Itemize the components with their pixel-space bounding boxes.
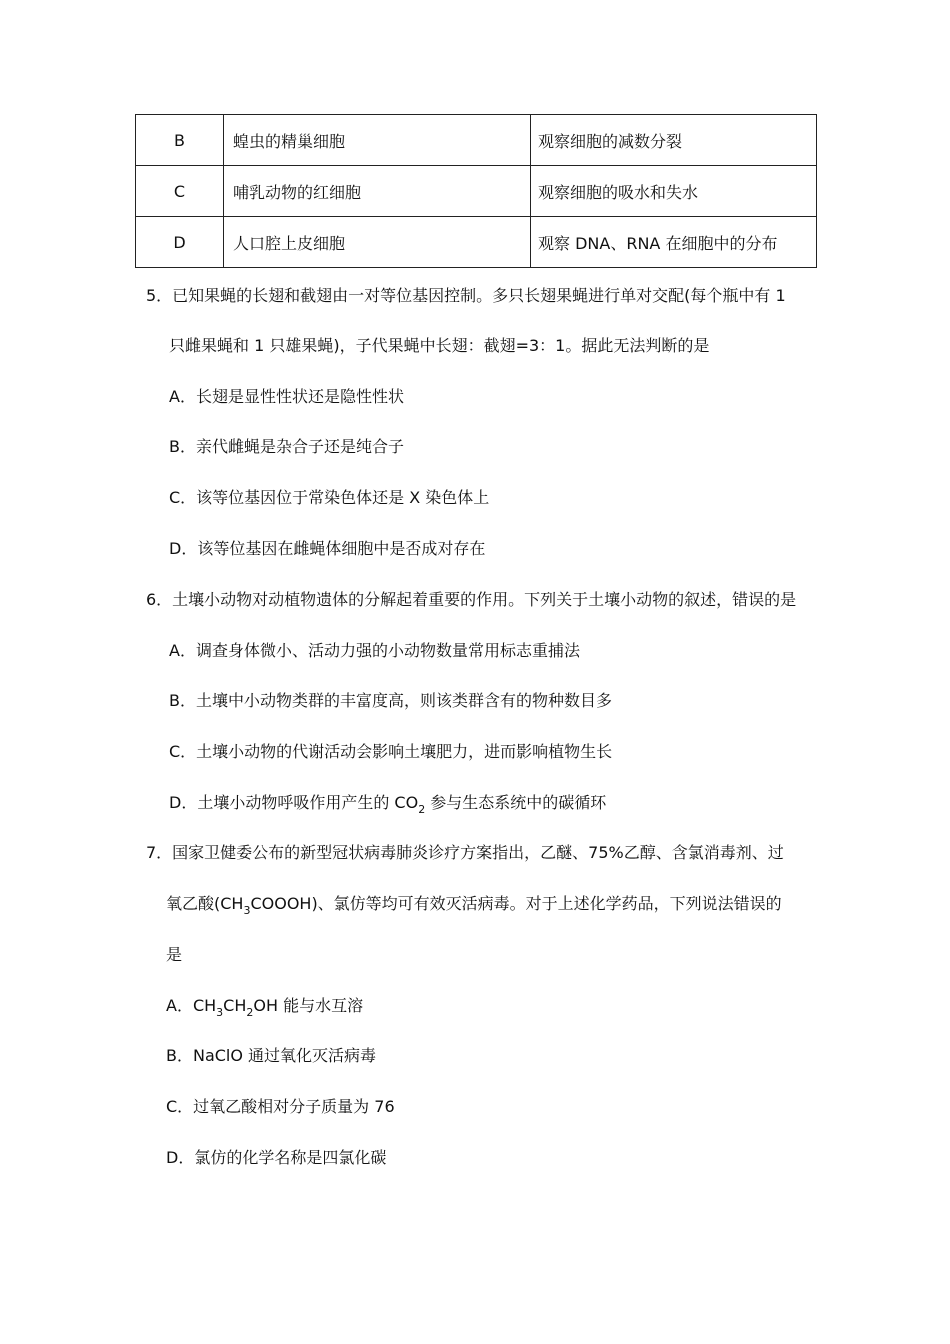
q7-option-a-part2: CH [223, 996, 247, 1015]
q7-stem-line2-pre: 氧乙酸(CH [166, 894, 244, 913]
q6-option-d [169, 792, 606, 814]
table-cell-material: 哺乳动物的红细胞 [224, 166, 531, 217]
table-row [136, 115, 817, 166]
subscript: 3 [216, 1006, 224, 1019]
subscript: 2 [418, 803, 426, 816]
q6-option-d-post: 参与生态系统中的碳循环 [425, 793, 607, 812]
subscript: 2 [246, 1006, 254, 1019]
q5-option-a: A．长翅是显性性状还是隐性性状 [169, 387, 404, 406]
q7-option-a [166, 995, 363, 1017]
q7-option-d: D．氯仿的化学名称是四氯化碳 [166, 1148, 387, 1167]
q6-option-d-pre: D．土壤小动物呼吸作用产生的 CO [169, 793, 419, 812]
experiment-options-table [135, 114, 817, 268]
q6-option-c: C．土壤小动物的代谢活动会影响土壤肥力，进而影响植物生长 [169, 742, 613, 761]
q7-option-b: B．NaClO 通过氧化灭活病毒 [166, 1046, 377, 1065]
table-cell-letter: B [136, 115, 224, 166]
subscript: 3 [243, 904, 251, 917]
q6-option-b: B．土壤中小动物类群的丰富度高，则该类群含有的物种数目多 [169, 691, 612, 710]
q5-option-d: D．该等位基因在雌蝇体细胞中是否成对存在 [169, 539, 486, 558]
table-cell-letter: C [136, 166, 224, 217]
q6-option-a: A．调查身体微小、活动力强的小动物数量常用标志重捕法 [169, 641, 580, 660]
table-cell-material: 蝗虫的精巢细胞 [224, 115, 531, 166]
q7-option-a-part1: A．CH [166, 996, 217, 1015]
table-cell-letter: D [136, 217, 224, 268]
q5-option-b: B．亲代雌蝇是杂合子还是纯合子 [169, 437, 404, 456]
q5-stem-line2: 只雌果蝇和 1 只雄果蝇)，子代果蝇中长翅：截翅=3：1。据此无法判断的是 [169, 336, 710, 355]
table-row [136, 217, 817, 268]
q5-option-c: C．该等位基因位于常染色体还是 X 染色体上 [169, 488, 490, 507]
q7-stem-line1: 7．国家卫健委公布的新型冠状病毒肺炎诊疗方案指出，乙醚、75%乙醇、含氯消毒剂、过 [146, 843, 784, 862]
q6-stem-line1: 6．土壤小动物对动植物遗体的分解起着重要的作用。下列关于土壤小动物的叙述，错误的是 [146, 590, 797, 609]
q7-stem-line2 [166, 893, 782, 915]
table-cell-material: 人口腔上皮细胞 [224, 217, 531, 268]
q7-option-a-part3: OH 能与水互溶 [253, 996, 364, 1015]
table-row [136, 166, 817, 217]
table-cell-purpose: 观察 DNA、RNA 在细胞中的分布 [531, 217, 817, 268]
q5-stem-line1: 5．已知果蝇的长翅和截翅由一对等位基因控制。多只长翅果蝇进行单对交配(每个瓶中有 1 [146, 286, 786, 305]
q7-stem-line2-post: COOOH)、氯仿等均可有效灭活病毒。对于上述化学药品，下列说法错误的 [250, 894, 782, 913]
q7-stem-line3: 是 [166, 945, 183, 964]
q7-option-c: C．过氧乙酸相对分子质量为 76 [166, 1097, 395, 1116]
table-cell-purpose: 观察细胞的吸水和失水 [531, 166, 817, 217]
table-cell-purpose: 观察细胞的减数分裂 [531, 115, 817, 166]
